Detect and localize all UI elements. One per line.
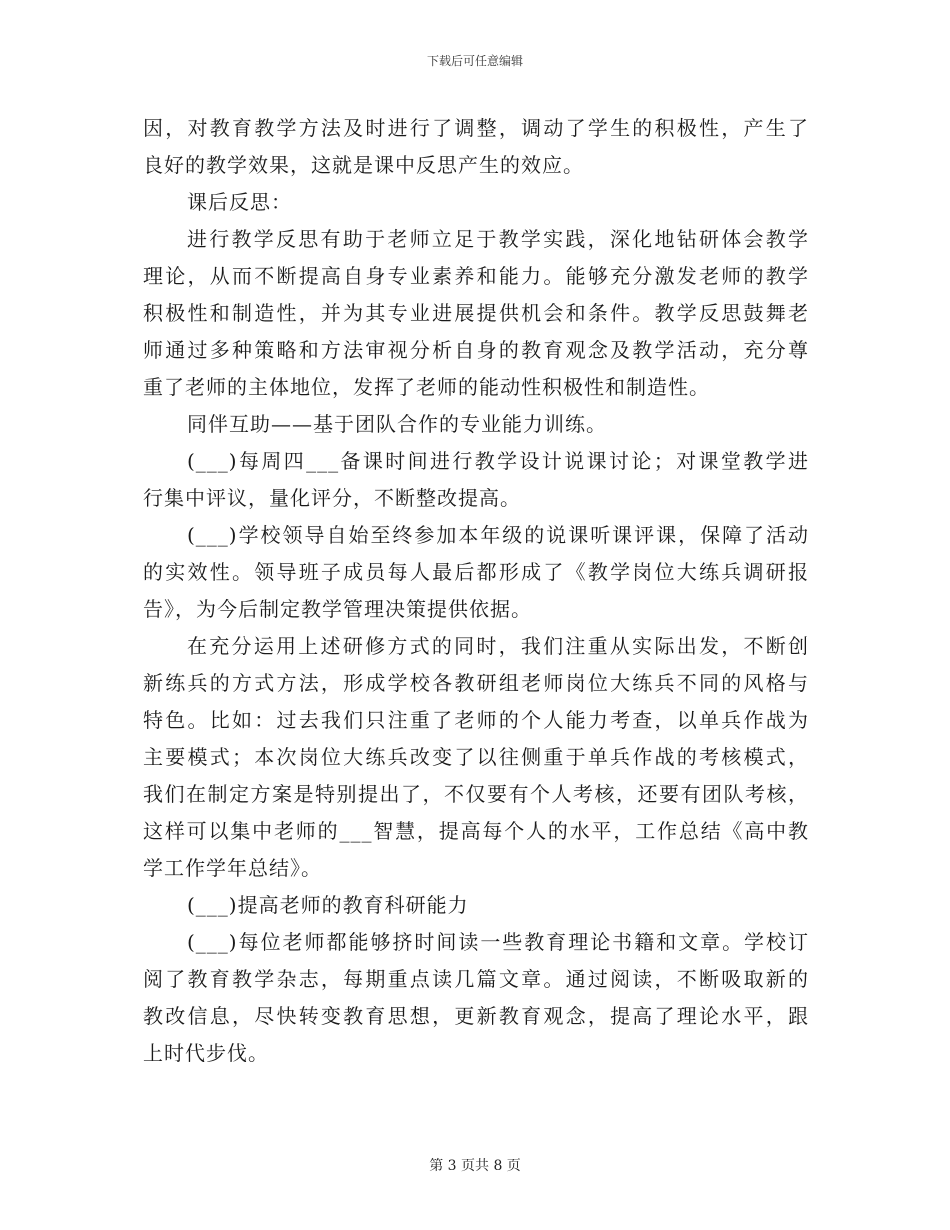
paragraph xyxy=(143,517,809,628)
paragraph xyxy=(143,221,809,406)
text-line: 在充分运用上述研修方式的同时，我们注重从实际出发，不断创 xyxy=(187,634,809,658)
text-line: 积极性和制造性，并为其专业进展提供机会和条件。教学反思鼓舞老 xyxy=(143,301,809,325)
text-line: 的实效性。领导班子成员每人最后都形成了《教学岗位大练兵调研报 xyxy=(143,560,809,584)
text-line: 行集中评议，量化评分，不断整改提高。 xyxy=(143,486,521,510)
document-body xyxy=(143,110,809,1072)
text-line: 良好的教学效果，这就是课中反思产生的效应。 xyxy=(143,153,584,177)
text-line: 教改信息，尽快转变教育思想，更新教育观念，提高了理论水平，跟 xyxy=(143,1004,809,1028)
text-line: (___)提高老师的教育科研能力 xyxy=(187,893,469,917)
page-footer: 第 3 页共 8 页 xyxy=(429,1158,521,1174)
text-line: 同伴互助——基于团队合作的专业能力训练。 xyxy=(187,412,607,436)
paragraph xyxy=(143,924,809,1072)
text-line: (___)学校领导自始至终参加本年级的说课听课评课，保障了活动 xyxy=(187,523,809,547)
text-line: 师通过多种策略和方法审视分析自身的教育观念及教学活动，充分尊 xyxy=(143,338,809,362)
text-line: 这样可以集中老师的___智慧，提高每个人的水平，工作总结《高中教 xyxy=(143,819,809,843)
text-line: 特色。比如：过去我们只注重了老师的个人能力考查，以单兵作战为 xyxy=(143,708,809,732)
paragraph xyxy=(143,406,809,443)
paragraph xyxy=(143,443,809,517)
text-line: 主要模式；本次岗位大练兵改变了以往侧重于单兵作战的考核模式， xyxy=(143,745,809,769)
text-line: 理论，从而不断提高自身专业素养和能力。能够充分激发老师的教学 xyxy=(143,264,809,288)
text-line: 课后反思： xyxy=(187,190,292,214)
paragraph xyxy=(143,184,809,221)
text-line: 因，对教育教学方法及时进行了调整，调动了学生的积极性，产生了 xyxy=(143,116,809,140)
text-line: 进行教学反思有助于老师立足于教学实践，深化地钻研体会教学 xyxy=(187,227,809,251)
text-line: (___)每周四___备课时间进行教学设计说课讨论；对课堂教学进 xyxy=(187,449,809,473)
text-line: 上时代步伐。 xyxy=(143,1041,269,1065)
text-line: 新练兵的方式方法，形成学校各教研组老师岗位大练兵不同的风格与 xyxy=(143,671,809,695)
paragraph xyxy=(143,628,809,887)
paragraph xyxy=(143,887,809,924)
paragraph xyxy=(143,110,809,184)
text-line: 重了老师的主体地位，发挥了老师的能动性积极性和制造性。 xyxy=(143,375,710,399)
text-line: 阅了教育教学杂志，每期重点读几篇文章。通过阅读，不断吸取新的 xyxy=(143,967,809,991)
page-header: 下载后可任意编辑 xyxy=(426,54,523,68)
text-line: (___)每位老师都能够挤时间读一些教育理论书籍和文章。学校订 xyxy=(187,930,809,954)
text-line: 学工作学年总结》。 xyxy=(143,856,322,880)
text-line: 告》，为今后制定教学管理决策提供依据。 xyxy=(143,597,532,621)
text-line: 我们在制定方案是特别提出了，不仅要有个人考核，还要有团队考核， xyxy=(143,782,809,806)
